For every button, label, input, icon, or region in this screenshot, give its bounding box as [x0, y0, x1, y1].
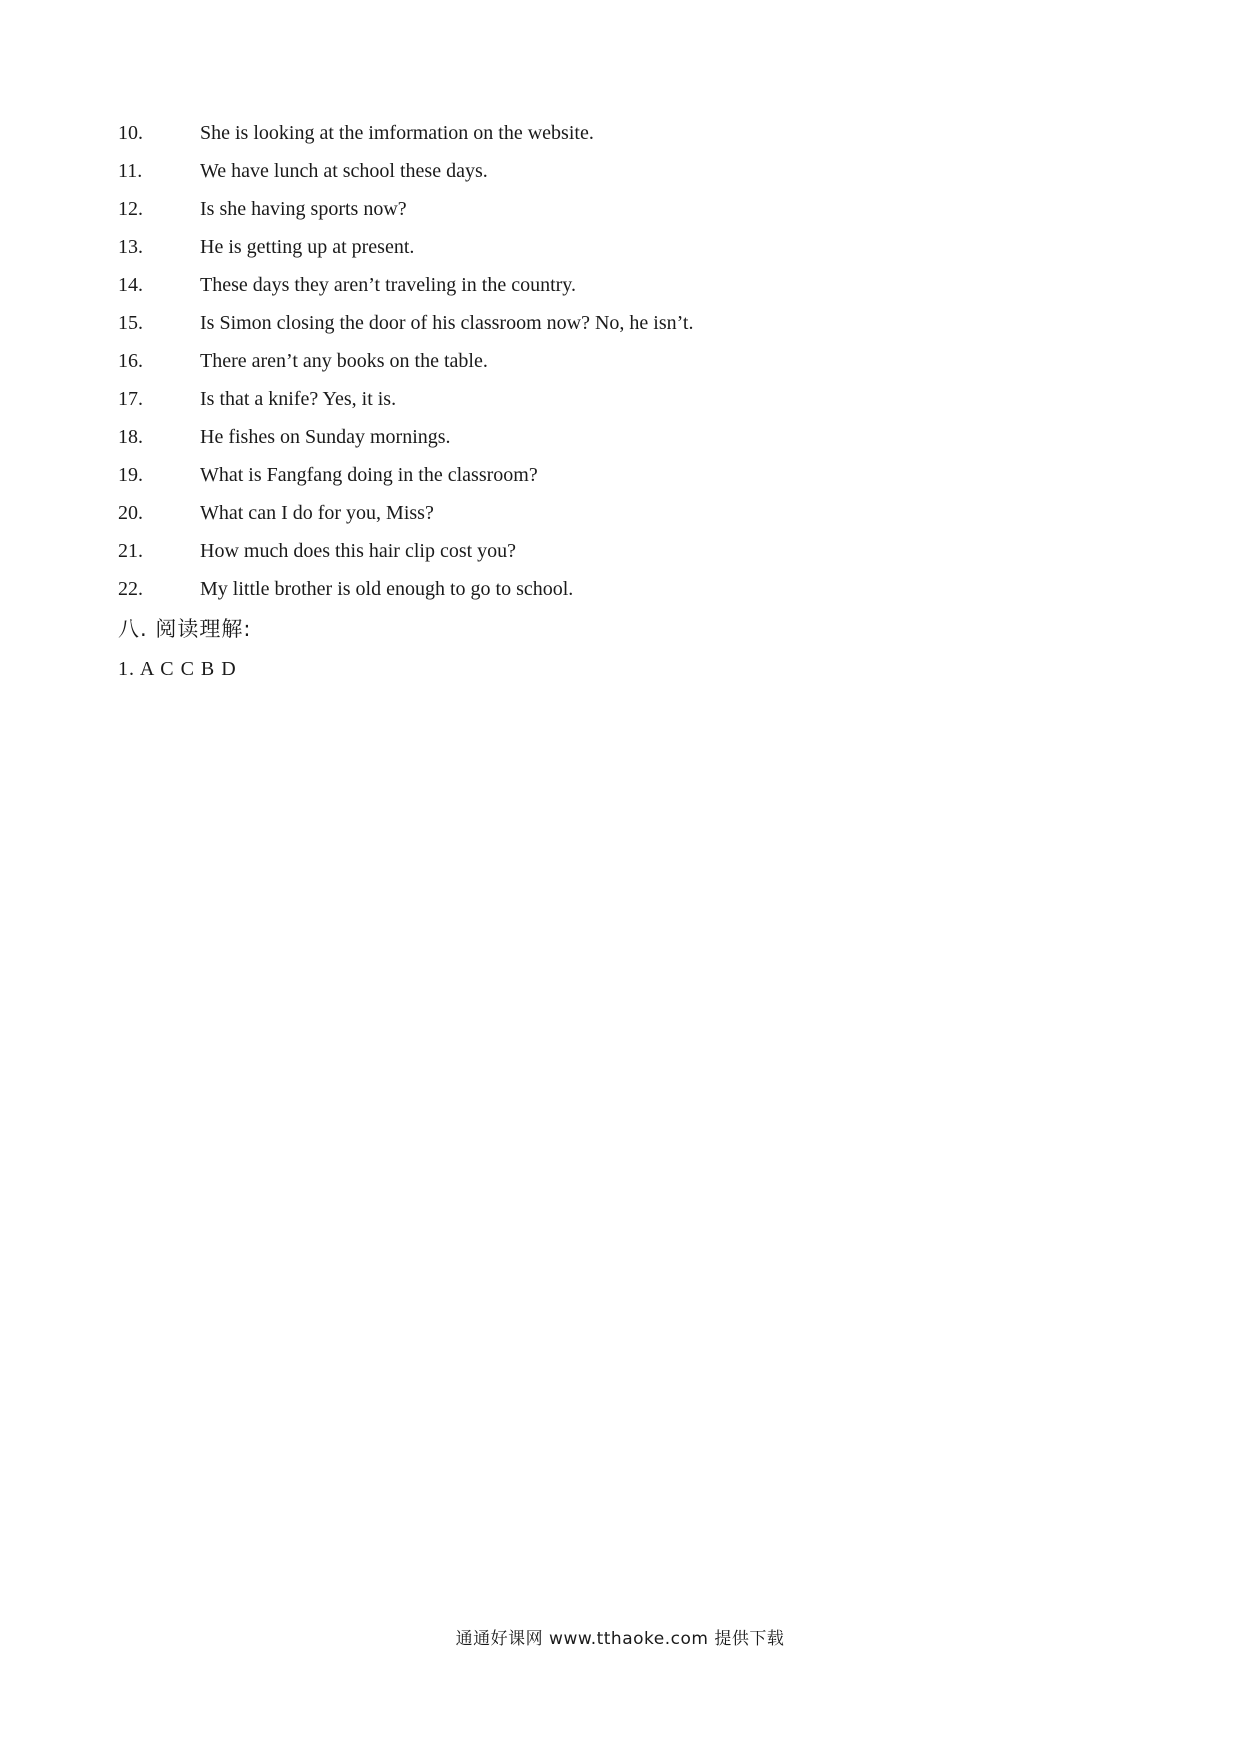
- answer-row: [118, 418, 1118, 456]
- answer-row: [118, 228, 1118, 266]
- answer-number: 16.: [118, 350, 143, 372]
- reading-section-heading: 八. 阅读理解:: [118, 617, 252, 641]
- answer-row: [118, 380, 1118, 418]
- answer-text: He is getting up at present.: [200, 236, 415, 258]
- answer-number: 21.: [118, 540, 143, 562]
- answer-row: [118, 494, 1118, 532]
- answer-text: My little brother is old enough to go to school.: [200, 578, 574, 600]
- answer-row: [118, 190, 1118, 228]
- answer-row: [118, 342, 1118, 380]
- answer-row: [118, 570, 1118, 608]
- answer-text: These days they aren’t traveling in the country.: [200, 274, 576, 296]
- answer-row: [118, 304, 1118, 342]
- answer-text: How much does this hair clip cost you?: [200, 540, 517, 562]
- answer-number: 13.: [118, 236, 143, 258]
- answer-text: What is Fangfang doing in the classroom?: [200, 464, 538, 486]
- answer-text: Is that a knife? Yes, it is.: [200, 388, 397, 410]
- answer-text: She is looking at the imformation on the website.: [200, 122, 594, 144]
- page-footer: 通通好课网 www.tthaoke.com 提供下载: [455, 1629, 785, 1649]
- answer-number: 10.: [118, 122, 143, 144]
- answer-text: Is she having sports now?: [200, 198, 407, 220]
- answer-number: 15.: [118, 312, 143, 334]
- answer-number: 19.: [118, 464, 143, 486]
- answer-number: 17.: [118, 388, 143, 410]
- answer-number: 22.: [118, 578, 143, 600]
- answer-text: There aren’t any books on the table.: [200, 350, 488, 372]
- answer-number: 18.: [118, 426, 143, 448]
- answer-text: We have lunch at school these days.: [200, 160, 488, 182]
- answer-number: 20.: [118, 502, 143, 524]
- answer-text: Is Simon closing the door of his classroom now? No, he isn’t.: [200, 312, 694, 334]
- answer-number: 12.: [118, 198, 143, 220]
- answer-row: [118, 456, 1118, 494]
- answer-row: [118, 532, 1118, 570]
- answer-row: [118, 114, 1118, 152]
- answer-number: 11.: [118, 160, 143, 182]
- answer-text: What can I do for you, Miss?: [200, 502, 434, 524]
- answer-text: He fishes on Sunday mornings.: [200, 426, 451, 448]
- reading-answer-key: 1. A C C B D: [118, 657, 237, 680]
- answer-row: [118, 152, 1118, 190]
- answer-number: 14.: [118, 274, 143, 296]
- answer-row: [118, 266, 1118, 304]
- answer-list: [118, 114, 1118, 690]
